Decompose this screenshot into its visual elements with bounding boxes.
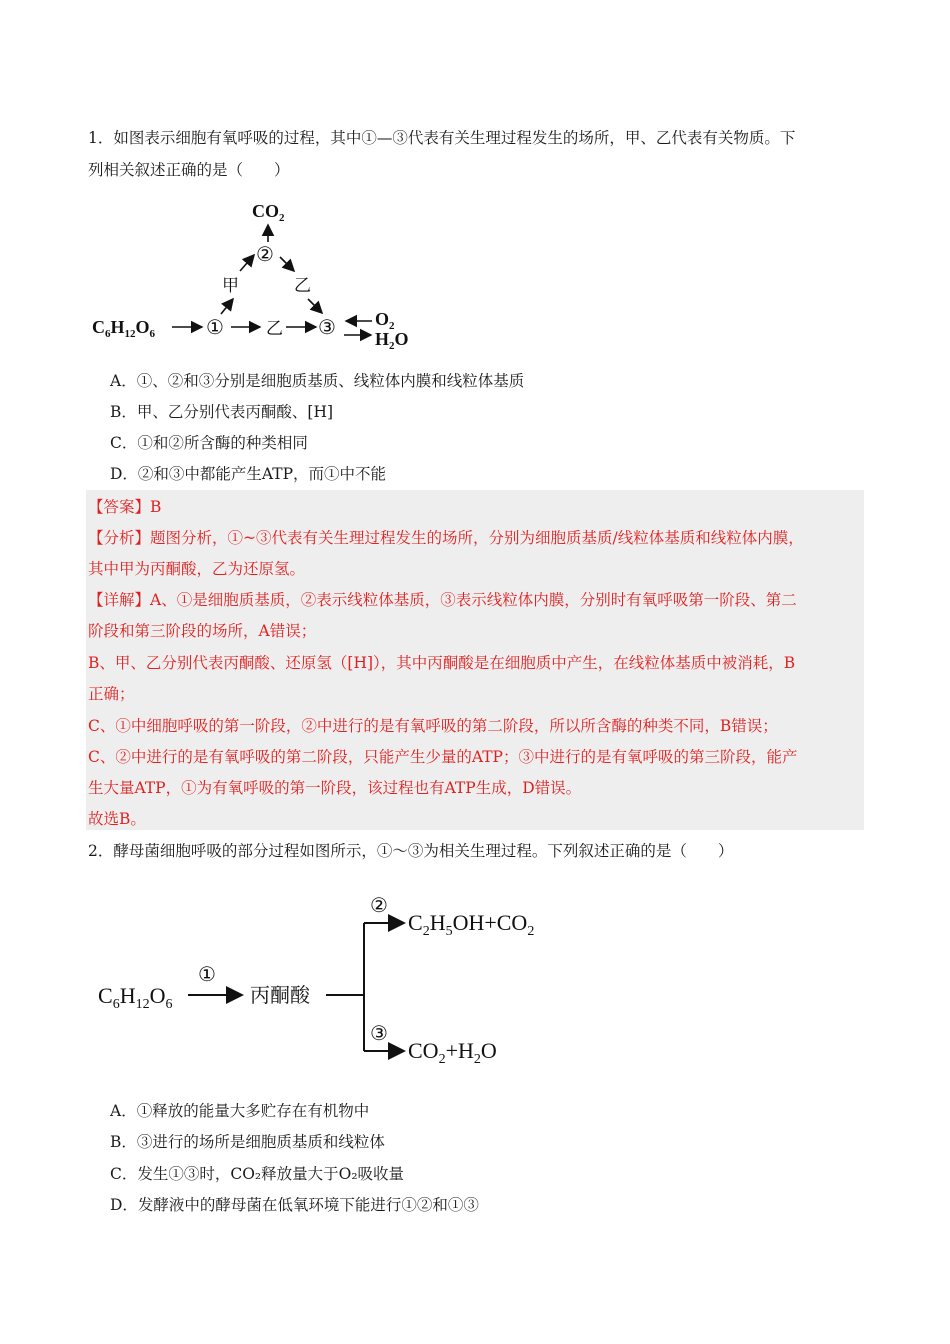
q1-conclusion-line: 故选B。 (88, 810, 146, 828)
q1-option-c: C．①和②所含酶的种类相同 (110, 434, 308, 452)
q1-glucose-label: $C_6H_{12}O_6$ (92, 317, 156, 340)
q1-detail-line: 阶段和第三阶段的场所，A错误； (88, 622, 317, 640)
q1-detail-line: 正确； (88, 685, 135, 703)
q1-answer-line: 【答案】B (88, 498, 162, 516)
q2-option-b: B．③进行的场所是细胞质基质和线粒体 (110, 1133, 385, 1151)
q1-arrow-2-to-yi (280, 257, 294, 271)
q1-stem-line1: 1．如图表示细胞有氧呼吸的过程，其中①—③代表有关生理过程发生的场所，甲、乙代表有关物质。下 (88, 129, 796, 147)
q1-node-2: ② (256, 244, 274, 266)
q1-h2o-label: $H_2O$ (375, 329, 409, 352)
q1-option-b: B．甲、乙分别代表丙酮酸、[H] (110, 403, 334, 421)
q1-yi-right-label: 乙 (294, 276, 311, 295)
q1-detail-line: B、甲、乙分别代表丙酮酸、还原氢（[H]），其中丙酮酸是在细胞质中产生，在线粒体基质中被消耗，B (88, 654, 796, 672)
q2-aerobic-product: $CO_2+H_2O$ (408, 1038, 497, 1067)
q1-diagram (88, 195, 428, 355)
q1-analysis-line: 其中甲为丙酮酸，乙为还原氢。 (88, 560, 306, 578)
q2-step-1: ① (198, 964, 216, 986)
q2-step-3: ③ (370, 1023, 388, 1045)
q1-detail-line: 生大量ATP，①为有氧呼吸的第一阶段，该过程也有ATP生成，D错误。 (88, 779, 582, 797)
q2-glucose-label: $C_6H_{12}O_6$ (98, 983, 173, 1012)
q2-option-a: A．①释放的能量大多贮存在有机物中 (110, 1102, 370, 1120)
q2-step-2: ② (370, 895, 388, 917)
q1-arrow-jia-to-2 (240, 255, 254, 271)
q1-detail-line: 【详解】A、①是细胞质基质，②表示线粒体基质，③表示线粒体内膜，分别时有氧呼吸第一阶段、第二 (88, 591, 797, 609)
q1-stem-line2: 列相关叙述正确的是（ ） (88, 161, 290, 179)
q1-yi-bottom-label: 乙 (266, 319, 283, 338)
q1-arrow-1-to-jia (221, 299, 233, 314)
q1-jia-label: 甲 (222, 276, 239, 295)
q2-stem: 2．酵母菌细胞呼吸的部分过程如图所示，①～③为相关生理过程。下列叙述正确的是（ ） (88, 842, 734, 860)
q1-detail-line: C、②中进行的是有氧呼吸的第二阶段，只能产生少量的ATP；③中进行的是有氧呼吸的第三阶段，能产 (88, 748, 798, 766)
q1-analysis-line: 【分析】题图分析，①~③代表有关生理过程发生的场所，分别为细胞质基质/线粒体基质和线粒体内膜， (88, 529, 804, 547)
q1-co2-label: $CO_2$ (252, 201, 285, 224)
q1-option-a: A．①、②和③分别是细胞质基质、线粒体内膜和线粒体基质 (110, 372, 525, 390)
q1-node-1: ① (206, 317, 224, 339)
q2-option-d: D．发酵液中的酵母菌在低氧环境下能进行①②和①③ (110, 1196, 479, 1214)
q1-arrow-yi-to-3 (308, 299, 322, 313)
q1-detail-line: C、①中细胞呼吸的第一阶段，②中进行的是有氧呼吸的第二阶段，所以所含酶的种类不同，B错误； (88, 717, 778, 735)
q1-option-d: D．②和③中都能产生ATP，而①中不能 (110, 465, 387, 483)
q1-o2-label: $O_2$ (375, 309, 395, 332)
q1-node-3: ③ (318, 317, 336, 339)
q2-pyruvate-label: 丙酮酸 (250, 985, 310, 1007)
q2-option-c: C．发生①③时，CO₂释放量大于O₂吸收量 (110, 1165, 405, 1183)
q2-ethanol-product: $C_2H_5OH+CO_2$ (408, 910, 535, 939)
q2-diagram (88, 885, 568, 1075)
